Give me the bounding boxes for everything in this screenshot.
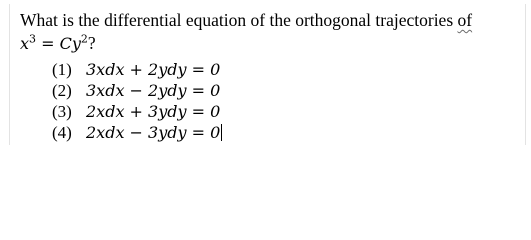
option-2[interactable] <box>52 80 222 101</box>
equation-rhs-base: Cy <box>59 34 81 53</box>
equation-question-mark: ? <box>87 33 96 53</box>
text-cursor <box>221 124 222 141</box>
option-number: (3) <box>52 102 72 121</box>
equation-lhs-base: x <box>20 34 30 53</box>
option-4[interactable] <box>52 122 222 143</box>
option-expression: 2xdx − 3ydy = 0 <box>86 123 221 142</box>
option-3[interactable] <box>52 101 222 122</box>
underlined-word: of <box>457 10 473 30</box>
answer-options <box>52 59 222 143</box>
question-stem: What is the differential equation of the orthogonal trajectories <box>20 10 458 30</box>
question-text <box>20 10 472 30</box>
option-number: (4) <box>52 123 72 142</box>
option-expression: 2xdx + 3ydy = 0 <box>86 102 221 121</box>
option-1[interactable] <box>52 59 222 80</box>
option-number: (2) <box>52 81 72 100</box>
equation-rhs-exponent: 2 <box>80 32 88 46</box>
option-expression: 3xdx − 2ydy = 0 <box>86 81 221 100</box>
question-equation <box>20 33 96 54</box>
equation-equals: = <box>36 34 60 53</box>
option-expression: 3xdx + 2ydy = 0 <box>86 60 221 79</box>
equation-lhs-exponent: 3 <box>29 32 37 46</box>
option-number: (1) <box>52 60 72 79</box>
equation-math <box>20 34 88 53</box>
